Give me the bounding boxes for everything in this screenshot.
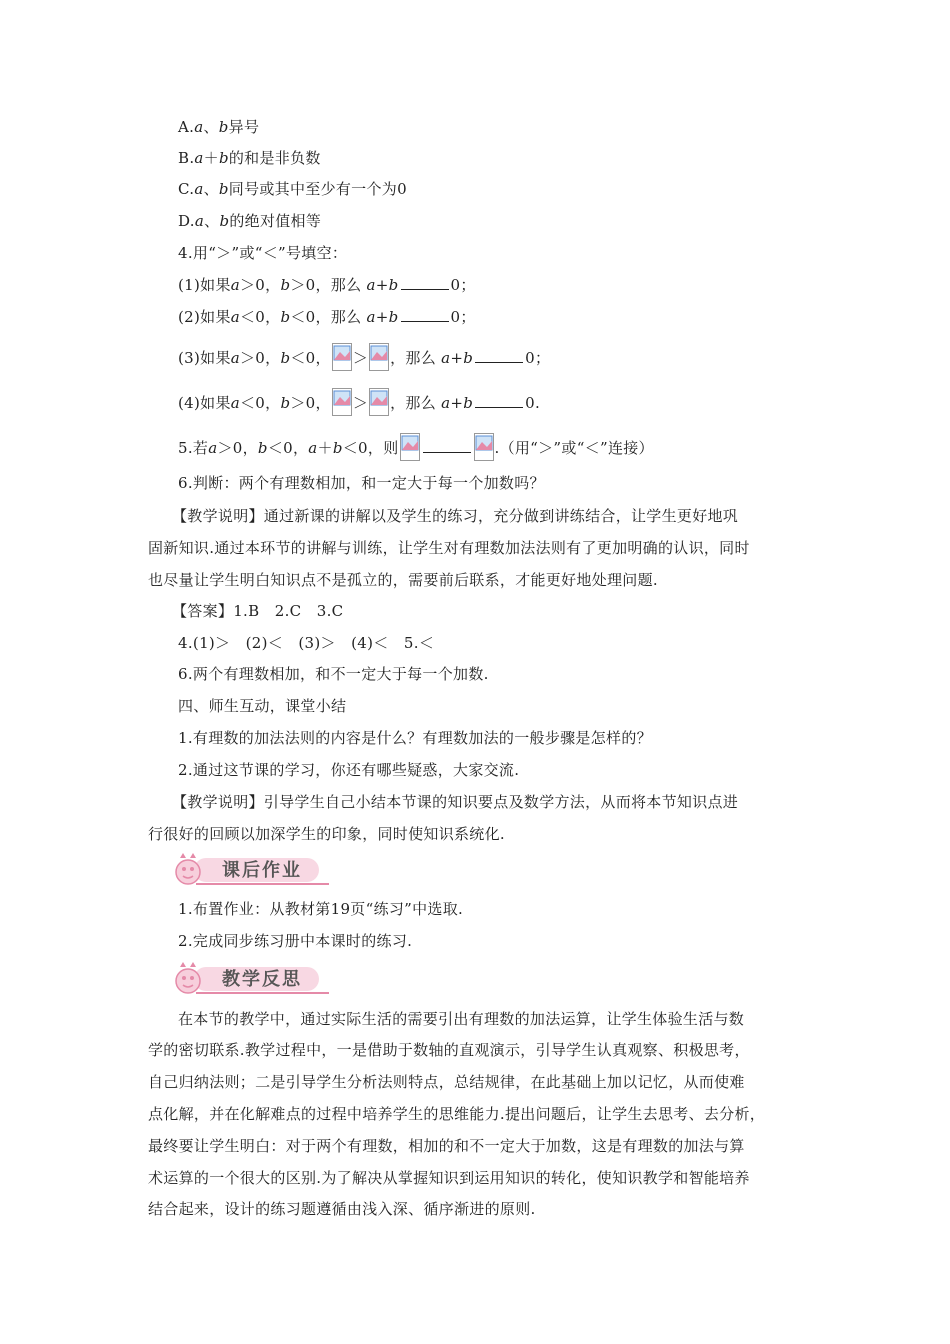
summary-question: 1.有理数的加法法则的内容是什么？有理数加法的一般步骤是怎样的？ <box>178 729 652 747</box>
reflection-line: 最终要让学生明白：对于两个有理数，相加的和不一定大于加数，这是有理数的加法与算 <box>148 1137 745 1155</box>
reflection-line: 术运算的一个很大的区别.为了解决从掌握知识到运用知识的转化，使知识教学和智能培养 <box>148 1169 750 1187</box>
question-4-part-3: (3)如果a＞0，b＜0， ＞ ，那么 a+b 0； <box>178 343 550 371</box>
missing-image-icon <box>369 343 389 371</box>
teaching-note-line: 【教学说明】引导学生自己小结本节课的知识要点及数学方法，从而将本节知识点进 <box>172 793 739 811</box>
missing-image-icon <box>369 388 389 416</box>
answer-line: 4.(1)＞ (2)＜ (3)＞ (4)＜ 5.＜ <box>178 634 435 652</box>
teaching-note-line: 固新知识.通过本环节的讲解与训练，让学生对有理数加法法则有了更加明确的认识，同时 <box>148 539 750 557</box>
reflection-line: 在本节的教学中，通过实际生活的需要引出有理数的加法运算，让学生体验生活与数 <box>178 1010 745 1028</box>
question-4-part-1: (1)如果a＞0，b＞0，那么 a+b 0； <box>178 276 476 294</box>
reflection-banner-title: 教学反思 <box>222 969 302 990</box>
teaching-note-line: 【教学说明】通过新课的讲解以及学生的练习，充分做到讲练结合，让学生更好地巩 <box>172 507 739 525</box>
option-b: B.a＋b的和是非负数 <box>178 149 321 167</box>
reflection-banner <box>174 961 334 995</box>
answer-blank <box>423 438 471 453</box>
missing-image-icon <box>400 433 420 461</box>
summary-question: 2.通过这节课的学习，你还有哪些疑惑，大家交流. <box>178 761 520 779</box>
teaching-note-line: 也尽量让学生明白知识点不是孤立的，需要前后联系，才能更好地处理问题. <box>148 571 658 589</box>
option-d: D.a、b的绝对值相等 <box>178 212 322 230</box>
question-6: 6.判断：两个有理数相加，和一定大于每一个加数吗？ <box>178 474 545 492</box>
reflection-line: 自己归纳法则；二是引导学生分析法则特点，总结规律，在此基础上加以记忆，从而使难 <box>148 1073 745 1091</box>
homework-item: 1.布置作业：从教材第19页“练习”中选取. <box>178 900 464 918</box>
homework-banner <box>174 852 334 886</box>
option-a: A.a、b异号 <box>178 118 260 136</box>
homework-item: 2.完成同步练习册中本课时的练习. <box>178 932 413 950</box>
question-4-part-2: (2)如果a＜0，b＜0，那么 a+b 0； <box>178 308 476 326</box>
reflection-line: 点化解，并在化解难点的过程中培养学生的思维能力.提出问题后，让学生去思考、去分析， <box>148 1105 766 1123</box>
answer-line: 【答案】1.B 2.C 3.C <box>172 602 344 620</box>
answer-blank <box>475 348 523 363</box>
answer-line: 6.两个有理数相加，和不一定大于每一个加数. <box>178 665 489 683</box>
answer-blank <box>401 275 449 290</box>
question-5: 5.若a＞0，b＜0，a＋b＜0，则 .（用“＞”或“＜”连接） <box>178 433 654 461</box>
option-c: C.a、b同号或其中至少有一个为0 <box>178 180 407 198</box>
teaching-note-line: 行很好的回顾以加深学生的印象，同时使知识系统化. <box>148 825 505 843</box>
reflection-line: 结合起来，设计的练习题遵循由浅入深、循序渐进的原则. <box>148 1200 536 1218</box>
homework-banner-title: 课后作业 <box>222 860 302 881</box>
reflection-line: 学的密切联系.教学过程中，一是借助于数轴的直观演示，引导学生认真观察、积极思考， <box>148 1041 750 1059</box>
question-4-part-4: (4)如果a＜0，b＞0， ＞ ，那么 a+b 0. <box>178 388 540 416</box>
section-heading: 四、师生互动，课堂小结 <box>178 697 347 715</box>
answer-blank <box>475 393 523 408</box>
missing-image-icon <box>332 343 352 371</box>
missing-image-icon <box>332 388 352 416</box>
missing-image-icon <box>474 433 494 461</box>
question-4-title: 4.用“＞”或“＜”号填空： <box>178 244 348 262</box>
answer-blank <box>401 307 449 322</box>
